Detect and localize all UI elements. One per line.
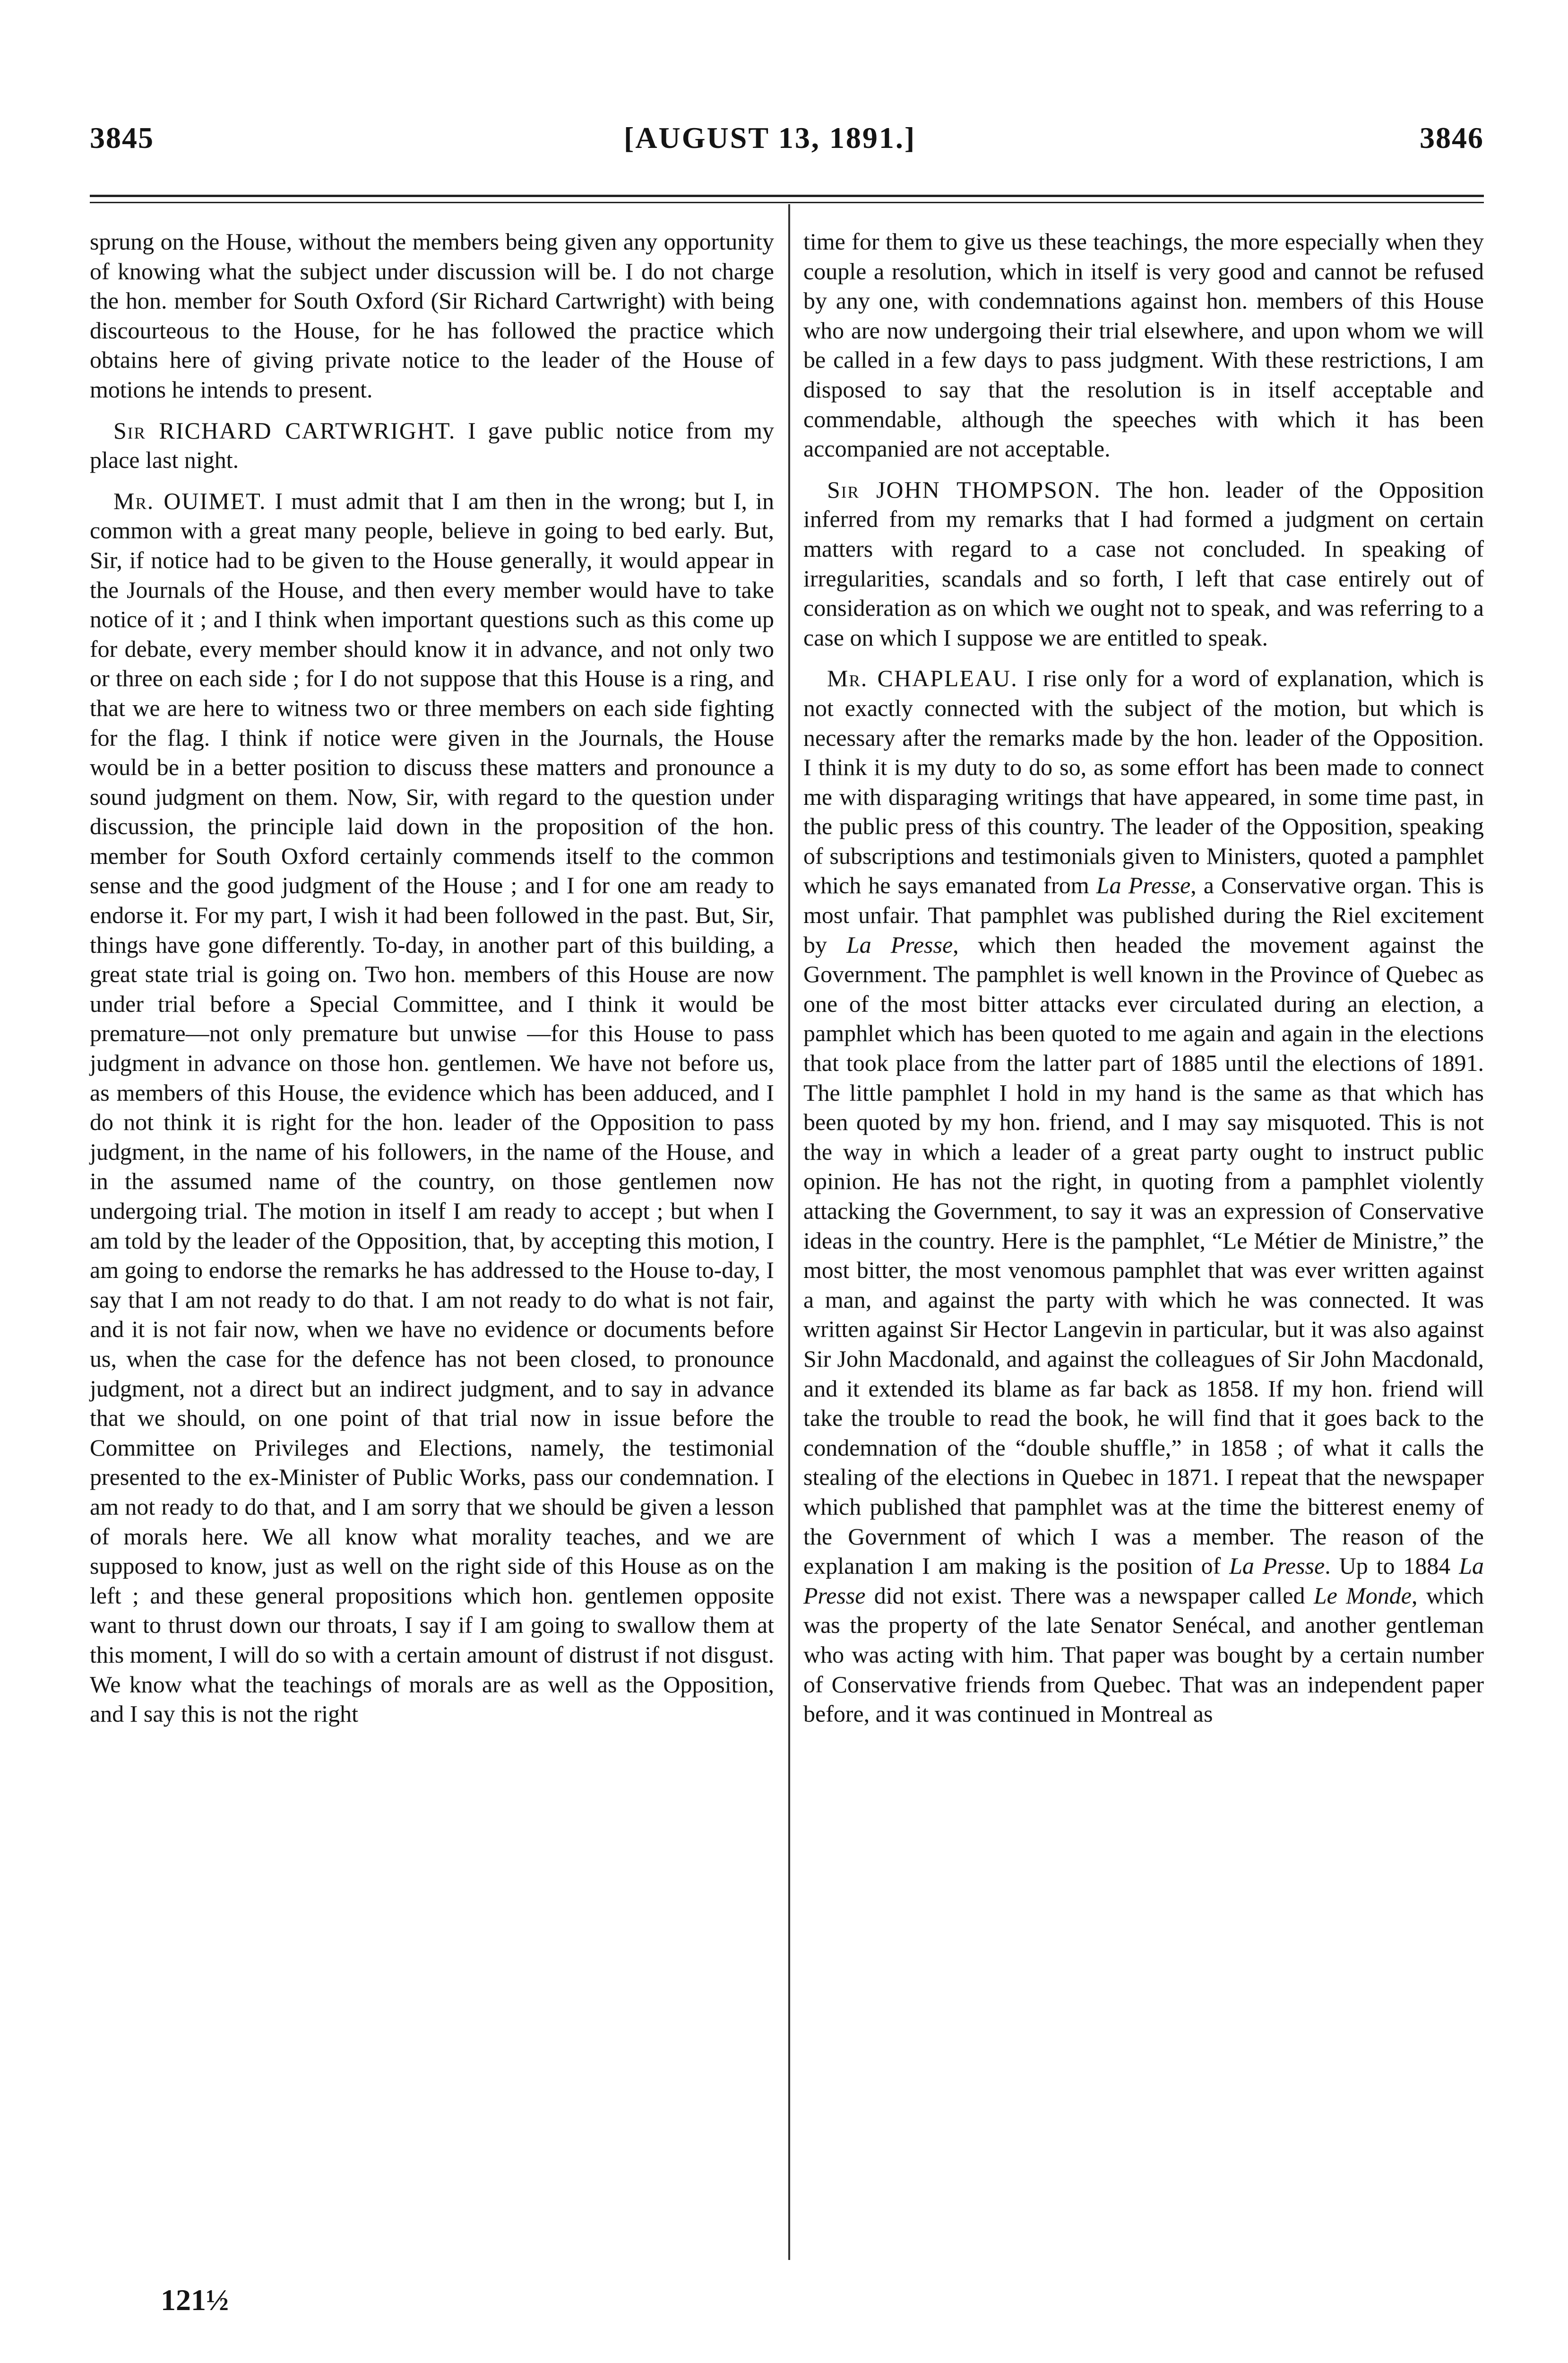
newspaper-name: La Presse	[1229, 1552, 1325, 1579]
speaker-name: Sir RICHARD CARTWRIGHT.	[113, 417, 456, 444]
newspaper-name: Le Monde	[1313, 1582, 1412, 1609]
paragraph-chapleau	[803, 664, 1484, 1728]
header-rule-thick	[90, 195, 1484, 197]
speech-text: I rise only for a word of explanation, which is not exactly connected with the subject of the motion, but which is necessary after the remarks made by the hon. leader of the Opposition. I think it is my duty to do so, as some effort has been made to connect me with disparaging writings that have appeared, in some time past, in the public press of this country. The leader of the Opposition, speaking of subscriptions and testimonials given to Ministers, quoted a pamphlet which he says emanated from	[803, 665, 1484, 899]
speaker-name: Mr. CHAPLEAU.	[827, 665, 1018, 692]
signature-mark: 121½	[161, 2283, 229, 2317]
header-rule-thin	[90, 202, 1484, 203]
speech-text: , which then headed the movement against the Government. The pamphlet is well known in the Province of Quebec as one of the most bitter attacks ever circulated during an election, a pamphlet which has been quoted to me again and again in the elections that took place from the latter part of 1885 until the elections of 1891. The little pamphlet I hold in my hand is the same as that which has been quoted by my hon. friend, and I may say misquoted. This is not the way in which a leader of a great party ought to instruct public opinion. He has not the right, in quoting from a pamphlet violently attacking the Government, to say it was an expression of Conservative ideas in the country. Here is the pamphlet, “Le Métier de Ministre,” the most bitter, the most venomous pamphlet that was ever written against a man, and against the party with which he was connected. It was written against Sir Hector Langevin in particular, but it was also against Sir John Macdonald, and against the colleagues of Sir John Macdonald, and it extended its blame as far back as 1858. If my hon. friend will take the trouble to read the book, he will find that it goes back to the condemnation of the “double shuffle,” in 1858 ; of what it calls the stealing of the elections in Quebec in 1871. I repeat that the newspaper which published that pamphlet was at the time the bitterest enemy of the Government of which I was a member. The reason of the explanation I am making is the position of	[803, 931, 1484, 1579]
newspaper-name: La Presse	[1096, 872, 1191, 899]
speech-text: . Up to 1884	[1325, 1552, 1459, 1579]
paragraph-ouimet	[90, 486, 774, 1729]
paragraph-thompson	[803, 475, 1484, 653]
paragraph-cartwright	[90, 416, 774, 475]
speech-text: I gave public notice from my place last night.	[90, 417, 774, 474]
speech-text: , which was the property of the late Senator Senécal, and another gentleman who was acting with him. That paper was bought by a certain number of Conservative friends from Quebec. That was an independent paper before, and it was continued in Montreal as	[803, 1582, 1484, 1727]
speech-text: The hon. leader of the Opposition inferred from my remarks that I had formed a judgment on certain matters with regard to a case not concluded. In speaking of irregularities, scandals and so forth, I left that case entirely out of consideration as on which we ought not to speak, and was referring to a case on which I suppose we are entitled to speak.	[803, 476, 1484, 651]
paragraph-continuation: time for them to give us these teachings, the more especially when they couple a resolution, which in itself is very good and cannot be refused by any one, with condemnations against hon. members of this House who are now undergoing their trial elsewhere, and upon whom we will be called in a few days to pass judgment. With these restrictions, I am disposed to say that the resolution is in itself acceptable and commendable, although the speeches with which it has been accompanied are not acceptable.	[803, 228, 1484, 462]
newspaper-name: La Presse	[846, 931, 953, 958]
right-page-number: 3846	[1420, 121, 1484, 155]
speech-text: , a Conservative organ. This is most unfair. That pamphlet was published during the Riel excitement by	[803, 872, 1484, 958]
right-column	[803, 227, 1484, 1729]
left-column	[90, 227, 774, 1729]
column-divider	[788, 204, 790, 2260]
speaker-name: Mr. OUIMET.	[113, 487, 267, 514]
speaker-name: Sir JOHN THOMPSON.	[827, 476, 1101, 503]
newspaper-name: La Presse	[803, 1552, 1484, 1609]
speech-text: I must admit that I am then in the wrong; but I, in common with a great many people, believe in going to bed early. But, Sir, if notice had to be given to the House generally, it would appear in the Journals of the House, and then every member would have to take notice of it ; and I think when important questions such as this come up for debate, every member should know it in advance, and not only two or three on each side ; for I do not suppose that this House is a ring, and that we are here to witness two or three members on each side fighting for the flag. I think if notice were given in the Journals, the House would be in a better position to discuss these matters and pronounce a sound judgment on them. Now, Sir, with regard to the question under discussion, the principle laid down in the proposition of the hon. member for South Oxford certainly commends itself to the common sense and the good judgment of the House ; and I for one am ready to endorse it. For my part, I wish it had been followed in the past. But, Sir, things have gone differently. To-day, in another part of this building, a great state trial is going on. Two hon. members of this House are now under trial before a Special Committee, and I think it would be premature—not only premature but unwise —for this House to pass judgment in advance on those hon. gentlemen. We have not before us, as members of this House, the evidence which has been adduced, and I do not think it is right for the hon. leader of the Opposition to pass judgment, in the name of his followers, in the name of the House, and in the assumed name of the country, on those gentlemen now undergoing trial. The motion in itself I am ready to accept ; but when I am told by the leader of the Opposition, that, by accepting this motion, I am going to endorse the remarks he has addressed to the House to-day, I say that I am not ready to do that. I am not ready to do what is not fair, and it is not fair now, when we have no evidence or documents before us, when the case for the defence has not been closed, to pronounce judgment, not a direct but an indirect judgment, and to say in advance that we should, on one point of that trial now in issue before the Committee on Privileges and Elections, namely, the testimonial presented to the ex-Minister of Public Works, pass our condemnation. I am not ready to do that, and I am sorry that we should be given a lesson of morals here. We all know what morality teaches, and we are supposed to know, just as well on the right side of this House as on the left ; and these general propositions which hon. gentlemen opposite want to thrust down our throats, I say if I am going to swallow them at this moment, I will do so with a certain amount of distrust if not disgust. We know what the teachings of morals are as well as the Opposition, and I say this is not the right	[90, 487, 774, 1727]
header-date: [AUGUST 13, 1891.]	[624, 121, 916, 155]
paragraph-continuation: sprung on the House, without the members being given any opportunity of knowing what the subject under discussion will be. I do not charge the hon. member for South Oxford (Sir Richard Cartwright) with being discourteous to the House, for he has followed the practice which obtains here of giving private notice to the leader of the House of motions he intends to present.	[90, 228, 774, 403]
speech-text: did not exist. There was a newspaper called	[865, 1582, 1314, 1609]
left-page-number: 3845	[90, 121, 154, 155]
page-header	[90, 121, 1484, 163]
